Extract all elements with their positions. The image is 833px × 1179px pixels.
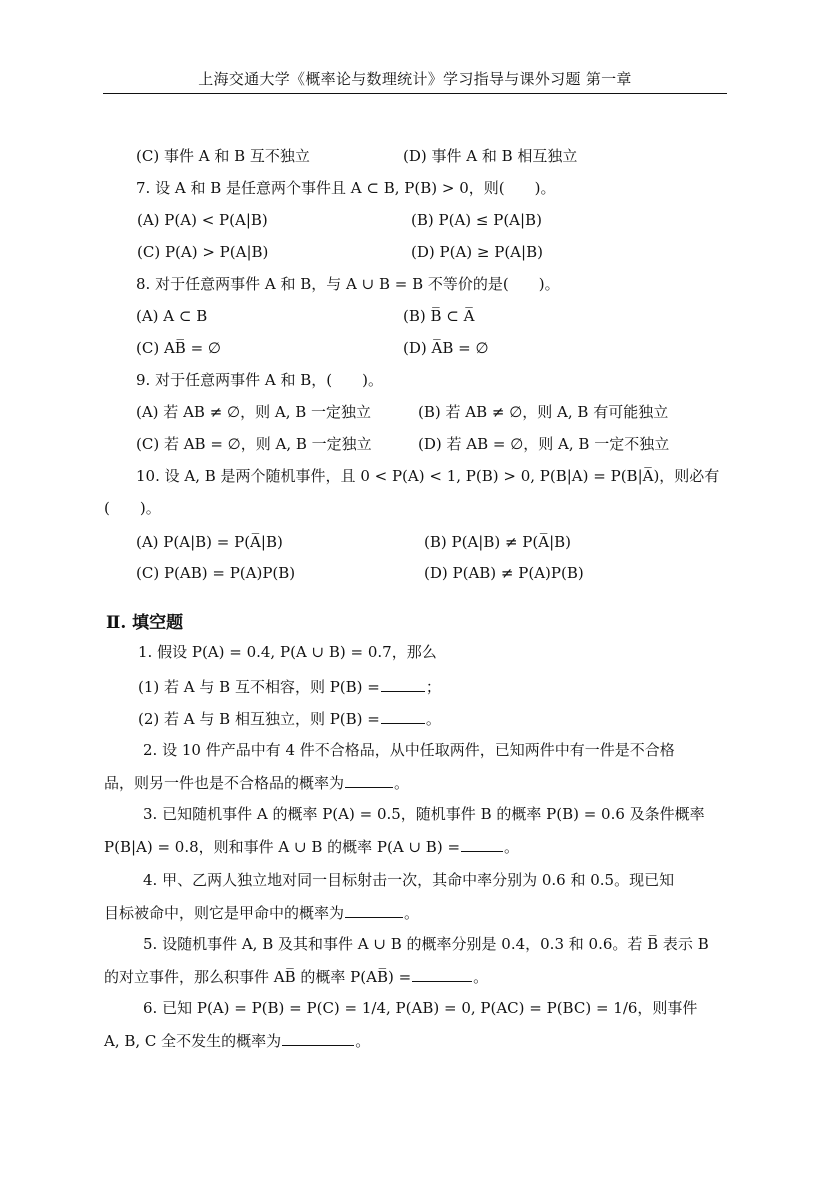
f6-end: 。 <box>355 1032 371 1050</box>
q10-stem-cont: ( )。 <box>104 499 161 517</box>
f4-blank[interactable] <box>345 902 403 918</box>
q10-option-b: (B) P(A|B) ≠ P(A̅|B) <box>424 533 572 551</box>
f3-line2-text: P(B|A) = 0.8，则和事件 A ∪ B 的概率 P(A ∪ B) = <box>104 838 461 856</box>
q8-option-c: (C) AB̅ = ∅ <box>136 339 221 357</box>
f1-part1-end: ； <box>425 678 441 696</box>
f3-blank[interactable] <box>461 836 503 852</box>
header-rule <box>103 93 727 94</box>
f3-end: 。 <box>504 838 520 856</box>
q10-option-c: (C) P(AB) = P(A)P(B) <box>136 564 296 582</box>
f6-line1: 6. 已知 P(A) = P(B) = P(C) = 1/4, P(AB) = 0, P(AC) = P(BC) = 1/6，则事件 <box>143 999 698 1017</box>
q10-option-a: (A) P(A|B) = P(A̅|B) <box>136 533 283 551</box>
f2-blank[interactable] <box>345 772 393 788</box>
f4-end: 。 <box>404 904 420 922</box>
f1-part2 <box>138 708 441 729</box>
q10-stem: 10. 设 A, B 是两个随机事件，且 0 < P(A) < 1, P(B) > 0, P(B|A) = P(B|A̅)，则必有 <box>136 467 720 485</box>
f3-line1: 3. 已知随机事件 A 的概率 P(A) = 0.5，随机事件 B 的概率 P(B) = 0.6 及条件概率 <box>143 805 705 823</box>
f4-line2-text: 目标被命中，则它是甲命中的概率为 <box>104 904 345 922</box>
f5-line1: 5. 设随机事件 A, B 及其和事件 A ∪ B 的概率分别是 0.4，0.3 和 0.6。若 B̅ 表示 B <box>143 935 709 953</box>
f5-line2 <box>104 966 488 987</box>
f2-line1: 2. 设 10 件产品中有 4 件不合格品，从中任取两件，已知两件中有一件是不合格 <box>143 741 675 759</box>
q9-option-b: (B) 若 AB ≠ ∅，则 A, B 有可能独立 <box>418 403 669 421</box>
q8-stem: 8. 对于任意两事件 A 和 B，与 A ∪ B = B 不等价的是( )。 <box>136 275 560 293</box>
f5-end: 。 <box>473 968 489 986</box>
f1-part2-blank[interactable] <box>381 708 425 724</box>
q7-stem: 7. 设 A 和 B 是任意两个事件且 A ⊂ B, P(B) > 0，则( )。 <box>136 179 556 197</box>
q9-option-a: (A) 若 AB ≠ ∅，则 A, B 一定独立 <box>136 403 372 421</box>
q9-option-d: (D) 若 AB = ∅，则 A, B 一定不独立 <box>418 435 670 453</box>
q6-option-c: (C) 事件 A 和 B 互不独立 <box>136 147 310 165</box>
f4-line2 <box>104 902 419 923</box>
f5-line2-text: 的对立事件，那么积事件 AB̅ 的概率 P(AB̅) = <box>104 968 412 986</box>
q6-option-d: (D) 事件 A 和 B 相互独立 <box>403 147 578 165</box>
q10-option-d: (D) P(AB) ≠ P(A)P(B) <box>424 564 584 582</box>
f3-line2 <box>104 836 519 857</box>
q7-option-d: (D) P(A) ≥ P(A|B) <box>411 243 543 261</box>
f2-line2 <box>104 772 409 793</box>
f1-stem: 1. 假设 P(A) = 0.4, P(A ∪ B) = 0.7，那么 <box>138 643 437 661</box>
f6-line2-text: A, B, C 全不发生的概率为 <box>104 1032 282 1050</box>
f6-line2 <box>104 1030 370 1051</box>
f5-blank[interactable] <box>412 966 472 982</box>
f1-part1-blank[interactable] <box>381 676 425 692</box>
q8-option-a: (A) A ⊂ B <box>136 307 208 325</box>
f1-part1 <box>138 676 441 697</box>
f4-line1: 4. 甲、乙两人独立地对同一目标射击一次，其命中率分别为 0.6 和 0.5。现已知 <box>143 871 675 889</box>
f1-part2-text: (2) 若 A 与 B 相互独立，则 P(B) = <box>138 710 380 728</box>
f2-line2-text: 品，则另一件也是不合格品的概率为 <box>104 774 345 792</box>
q7-option-b: (B) P(A) ≤ P(A|B) <box>411 211 542 229</box>
f1-part1-text: (1) 若 A 与 B 互不相容，则 P(B) = <box>138 678 380 696</box>
q8-option-b: (B) B̅ ⊂ A̅ <box>403 307 475 325</box>
f6-blank[interactable] <box>282 1030 354 1046</box>
q7-option-c: (C) P(A) > P(A|B) <box>137 243 269 261</box>
page-header: 上海交通大学《概率论与数理统计》学习指导与课外习题 第一章 <box>198 70 632 88</box>
q7-option-a: (A) P(A) < P(A|B) <box>137 211 268 229</box>
section-title: Ⅱ. 填空题 <box>106 613 184 633</box>
q9-option-c: (C) 若 AB = ∅，则 A, B 一定独立 <box>136 435 372 453</box>
q8-option-d: (D) A̅B = ∅ <box>403 339 489 357</box>
f2-end: 。 <box>394 774 410 792</box>
f1-part2-end: 。 <box>425 710 441 728</box>
q9-stem: 9. 对于任意两事件 A 和 B，( )。 <box>136 371 383 389</box>
